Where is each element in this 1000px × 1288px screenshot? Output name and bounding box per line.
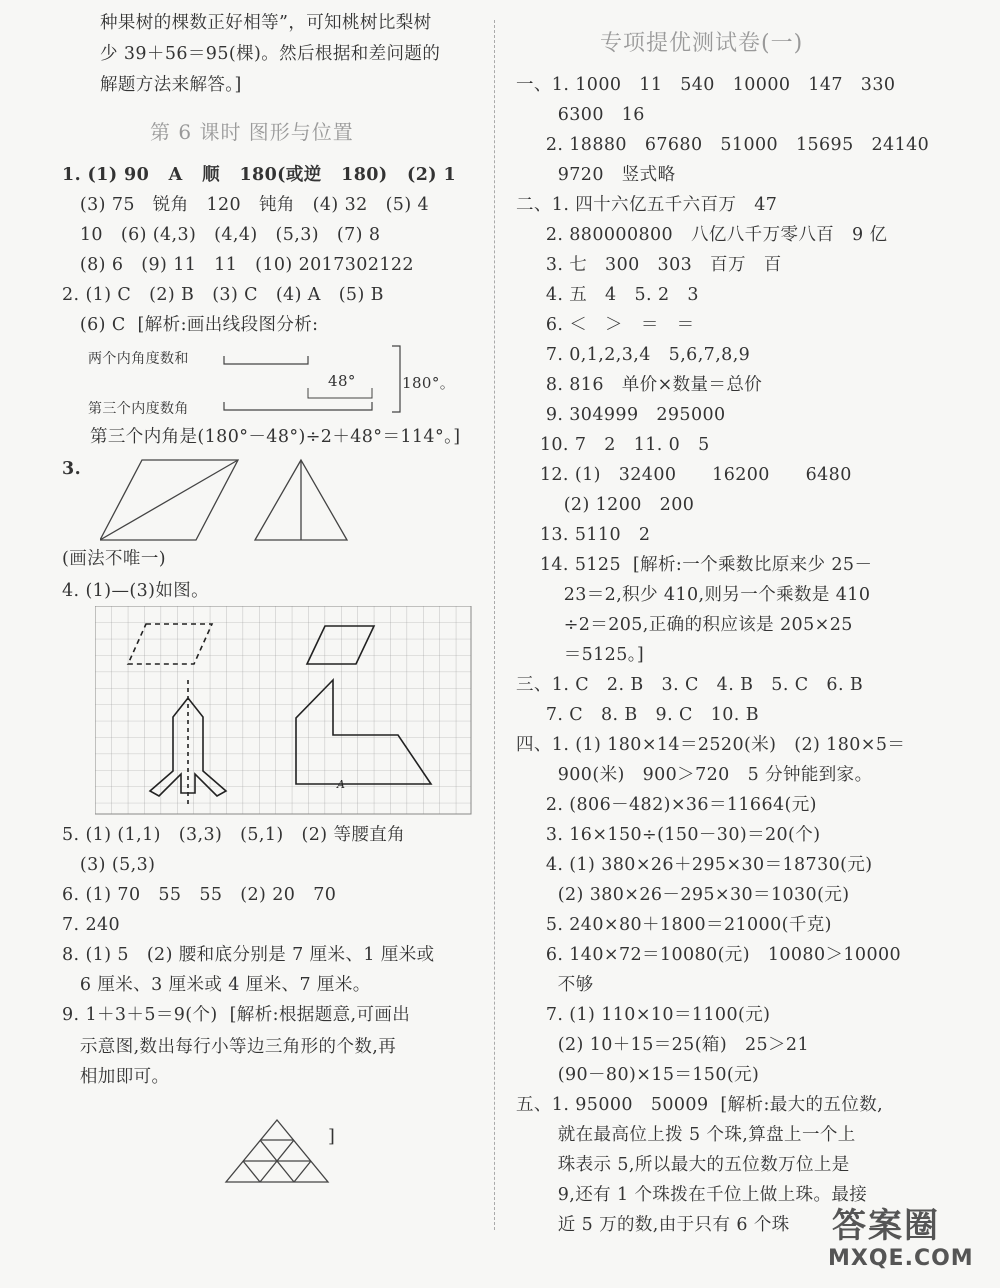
r-line-36: 珠表示 5,所以最大的五位数万位上是: [516, 1155, 850, 1175]
segment-label-sum: 两个内角度数和: [88, 351, 189, 367]
r-line-27: (2) 380×26－295×30＝1030(元): [516, 885, 850, 905]
r-line-4: 二、1. 四十六亿五千六百万 47: [516, 195, 778, 215]
lesson-title: 第 6 课时 图形与位置: [150, 120, 354, 144]
q1-line-2: (3) 75 锐角 120 钝角 (4) 32 (5) 4: [62, 195, 430, 215]
q6-line: 6. (1) 70 55 55 (2) 20 70: [62, 885, 337, 905]
r-line-29: 6. 140×72＝10080(元) 10080＞10000: [516, 945, 902, 965]
q1-line-3: 10 (6) (4,3) (4,4) (5,3) (7) 8: [62, 225, 381, 245]
r-line-22: 四、1. (1) 180×14＝2520(米) (2) 180×5＝: [516, 735, 906, 755]
r-line-6: 3. 七 300 303 百万 百: [516, 255, 782, 275]
q9-line-3: 相加即可。: [62, 1067, 170, 1087]
r-line-15: 13. 5110 2: [516, 525, 651, 545]
r-line-9: 7. 0,1,2,3,4 5,6,7,8,9: [516, 345, 751, 365]
q3-note: (画法不唯一): [62, 549, 166, 569]
r-line-7: 4. 五 4 5. 2 3: [516, 285, 699, 305]
r-line-17: 23＝2,积少 410,则另一个乘数是 410: [516, 585, 871, 605]
r-line-19: ＝5125。]: [516, 645, 645, 665]
r-line-16: 14. 5125 [解析:一个乘数比原来少 25－: [516, 555, 873, 575]
r-line-20: 三、1. C 2. B 3. C 4. B 5. C 6. B: [516, 675, 864, 695]
q5-line-1: 5. (1) (1,1) (3,3) (5,1) (2) 等腰直角: [62, 825, 406, 845]
q4-grid-figure: [95, 606, 475, 816]
intro-line-3: 解题方法来解答。]: [100, 75, 242, 95]
r-line-37: 9,还有 1 个珠拨在千位上做上珠。最接: [516, 1185, 868, 1205]
q3-label: 3.: [62, 459, 82, 479]
r-line-25: 3. 16×150÷(150－30)＝20(个): [516, 825, 821, 845]
r-line-23: 900(米) 900＞720 5 分钟能到家。: [516, 765, 873, 785]
q1-line-1: 1. (1) 90 A 顺 180(或逆 180) (2) 1: [62, 165, 457, 185]
logo-text: 答案圈: [832, 1206, 940, 1246]
r-line-34: 五、1. 95000 50009 [解析:最大的五位数,: [516, 1095, 884, 1115]
q2-line-1: 2. (1) C (2) B (3) C (4) A (5) B: [62, 285, 384, 305]
column-divider: [494, 20, 495, 1230]
q1-line-4: (8) 6 (9) 11 11 (10) 2017302122: [62, 255, 414, 275]
q7-line: 7. 240: [62, 915, 121, 935]
r-line-13: 12. (1) 32400 16200 6480: [516, 465, 852, 485]
q2-end: 第三个内角是(180°－48°)÷2＋48°＝114°。]: [90, 427, 461, 447]
segment-diagram: [0, 340, 420, 440]
logo-url: MXQE.COM: [828, 1246, 974, 1271]
r-line-1: 6300 16: [516, 105, 645, 125]
r-line-31: 7. (1) 110×10＝1100(元): [516, 1005, 771, 1025]
r-line-5: 2. 880000800 八亿八千万零八百 9 亿: [516, 225, 888, 245]
r-line-26: 4. (1) 380×26＋295×30＝18730(元): [516, 855, 873, 875]
corner-logo: [818, 1196, 988, 1282]
r-line-11: 9. 304999 295000: [516, 405, 726, 425]
q8-line-1: 8. (1) 5 (2) 腰和底分别是 7 厘米、1 厘米或: [62, 945, 435, 965]
segment-180-label: 180°。: [402, 374, 456, 392]
r-line-35: 就在最高位上拨 5 个珠,算盘上一个上: [516, 1125, 856, 1145]
r-line-14: (2) 1200 200: [516, 495, 695, 515]
segment-48-label: 48°: [328, 372, 356, 390]
r-line-30: 不够: [516, 975, 594, 995]
test-title: 专项提优测试卷(一): [600, 31, 804, 56]
r-line-21: 7. C 8. B 9. C 10. B: [516, 705, 759, 725]
r-line-3: 9720 竖式略: [516, 165, 676, 185]
q5-line-2: (3) (5,3): [62, 855, 156, 875]
r-line-2: 2. 18880 67680 51000 15695 24140: [516, 135, 930, 155]
point-a-label: A: [337, 778, 345, 791]
q3-shapes: [100, 456, 360, 546]
r-line-10: 8. 816 单价×数量＝总价: [516, 375, 763, 395]
r-line-12: 10. 7 2 11. 0 5: [516, 435, 710, 455]
r-line-32: (2) 10＋15＝25(箱) 25＞21: [516, 1035, 809, 1055]
r-line-28: 5. 240×80＋1800＝21000(千克): [516, 915, 832, 935]
r-line-38: 近 5 万的数,由于只有 6 个珠: [516, 1215, 790, 1235]
r-line-8: 6. ＜ ＞ ＝ ＝: [516, 315, 695, 335]
q8-line-2: 6 厘米、3 厘米或 4 厘米、7 厘米。: [62, 975, 371, 995]
q2-line-2: (6) C [解析:画出线段图分析:: [62, 315, 319, 335]
q9-line-2: 示意图,数出每行小等边三角形的个数,再: [62, 1037, 397, 1057]
segment-label-third: 第三个内度数角: [88, 401, 189, 417]
q9-triangle-figure: [224, 1118, 334, 1184]
q4-label: 4. (1)—(3)如图。: [62, 581, 210, 601]
q9-line-1: 9. 1＋3＋5＝9(个) [解析:根据题意,可画出: [62, 1005, 411, 1025]
r-line-33: (90－80)×15＝150(元): [516, 1065, 760, 1085]
intro-line-1: 种果树的棵数正好相等”，可知桃树比梨树: [100, 13, 432, 33]
r-line-18: ÷2＝205,正确的积应该是 205×25: [516, 615, 853, 635]
intro-line-2: 少 39＋56＝95(棵)。然后根据和差问题的: [100, 44, 441, 64]
r-line-24: 2. (806－482)×36＝11664(元): [516, 795, 817, 815]
r-line-0: 一、1. 1000 11 540 10000 147 330: [516, 75, 896, 95]
q9-bracket: ]: [328, 1127, 336, 1147]
